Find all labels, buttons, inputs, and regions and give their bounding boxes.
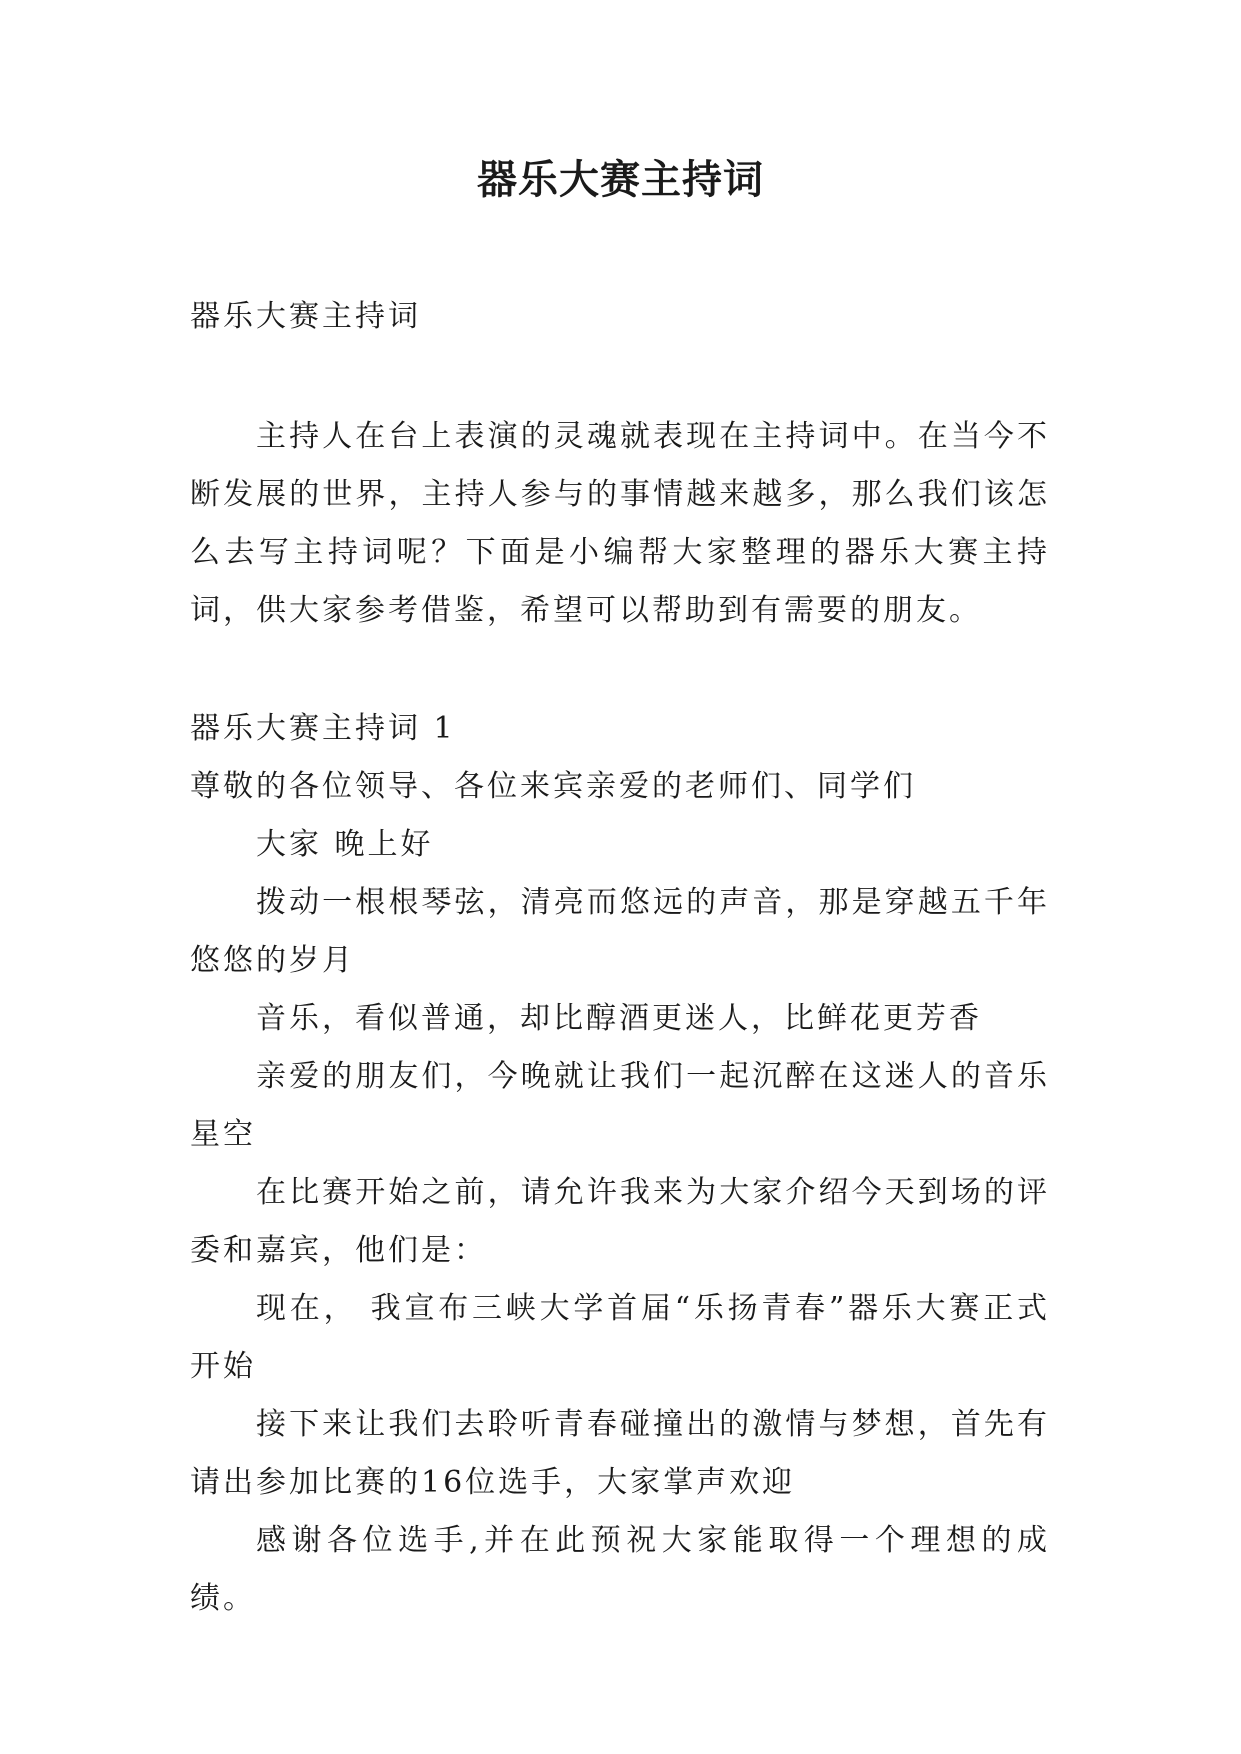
paragraph: 大家 晚上好	[256, 827, 434, 862]
document-subtitle: 器乐大赛主持词	[190, 299, 421, 334]
intro-paragraph: 主持人在台上表演的灵魂就表现在主持词中。在当今不断发展的世界，主持人参与的事情越来越多，那么我们该怎么去写主持词呢？下面是小编帮大家整理的器乐大赛主持词，供大家参考借鉴，希望可以帮助到有需要的朋友。	[190, 419, 1050, 628]
paragraph: 接下来让我们去聆听青春碰撞出的激情与梦想，首先有请出参加比赛的16位选手，大家掌声欢迎	[190, 1407, 1050, 1500]
paragraph: 亲爱的朋友们，今晚就让我们一起沉醉在这迷人的音乐星空	[190, 1059, 1050, 1152]
spacer	[190, 346, 1050, 408]
paragraph: 拨动一根根琴弦，清亮而悠远的声音，那是穿越五千年悠悠的岁月	[190, 885, 1050, 978]
paragraph: 在比赛开始之前，请允许我来为大家介绍今天到场的评委和嘉宾，他们是：	[190, 1175, 1050, 1268]
document-body	[190, 288, 1050, 1628]
document-title: 器乐大赛主持词	[477, 156, 764, 203]
paragraph: 音乐，看似普通，却比醇酒更迷人，比鲜花更芳香	[256, 1001, 982, 1036]
spacer	[190, 640, 1050, 700]
paragraph: 感谢各位选手,并在此预祝大家能取得一个理想的成绩。	[190, 1523, 1050, 1616]
paragraph: 现在， 我宣布三峡大学首届“乐扬青春”器乐大赛正式开始	[190, 1291, 1050, 1384]
section-heading: 器乐大赛主持词 1	[190, 711, 456, 746]
greeting-line: 尊敬的各位领导、各位来宾亲爱的老师们、同学们	[190, 769, 916, 804]
